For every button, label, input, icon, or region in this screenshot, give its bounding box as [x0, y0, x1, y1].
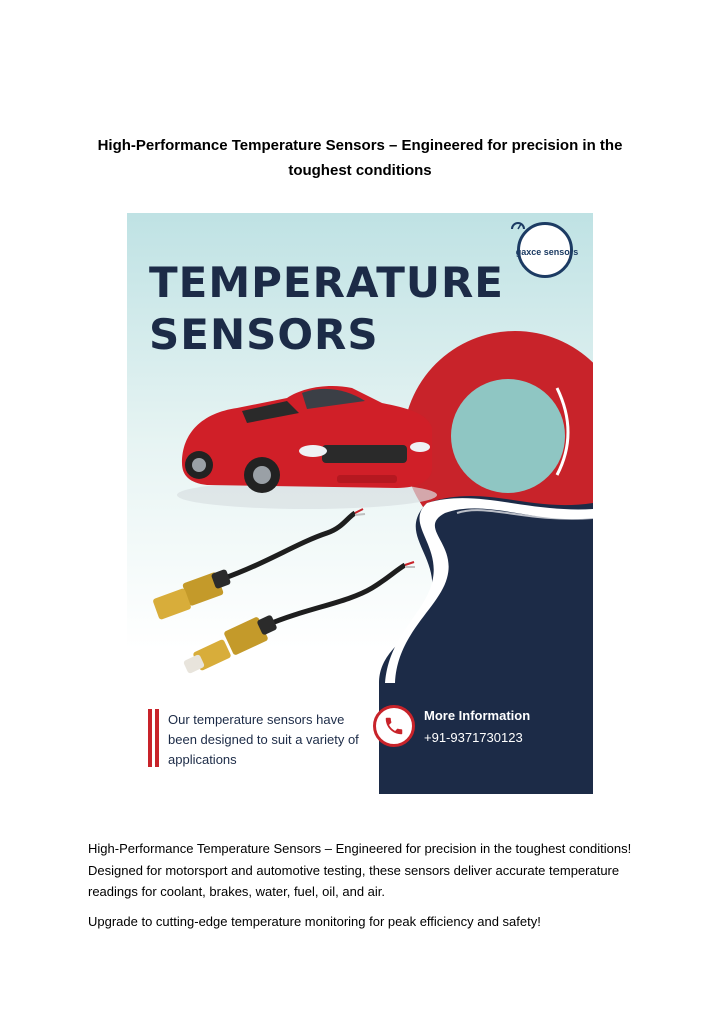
teal-circle: [451, 379, 565, 493]
body-paragraph: High-Performance Temperature Sensors – Engineered for precision in the toughest conditions! Designed for motorsport and automotive testing, these sensors deliver accurate temperature readings for coolant, brakes, water, fuel, oil, and air.: [88, 841, 632, 899]
gauge-icon: [511, 220, 525, 230]
tagline-accent-bar: [155, 709, 159, 767]
navy-wave: [379, 496, 593, 794]
more-info-title: More Information: [424, 708, 531, 723]
body-paragraph: Upgrade to cutting-edge temperature monitoring for peak efficiency and safety!: [88, 914, 541, 929]
logo-text: gaxce sensors: [515, 247, 579, 257]
phone-button[interactable]: [373, 705, 415, 747]
poster-tagline: Our temperature sensors have been designed to suit a variety of applications: [168, 712, 359, 767]
tagline-accent-bar: [148, 709, 152, 767]
phone-icon: [383, 715, 405, 737]
red-car: [177, 386, 437, 509]
poster-title-line2: SENSORS: [149, 310, 379, 359]
company-logo: [511, 220, 583, 284]
poster-image: [127, 213, 593, 794]
phone-number[interactable]: +91-9371730123: [424, 730, 523, 745]
poster-title: [149, 257, 504, 361]
poster-title-line1: TEMPERATURE: [149, 258, 504, 307]
document-heading: High-Performance Temperature Sensors – Engineered for precision in the toughest conditions: [97, 137, 623, 180]
